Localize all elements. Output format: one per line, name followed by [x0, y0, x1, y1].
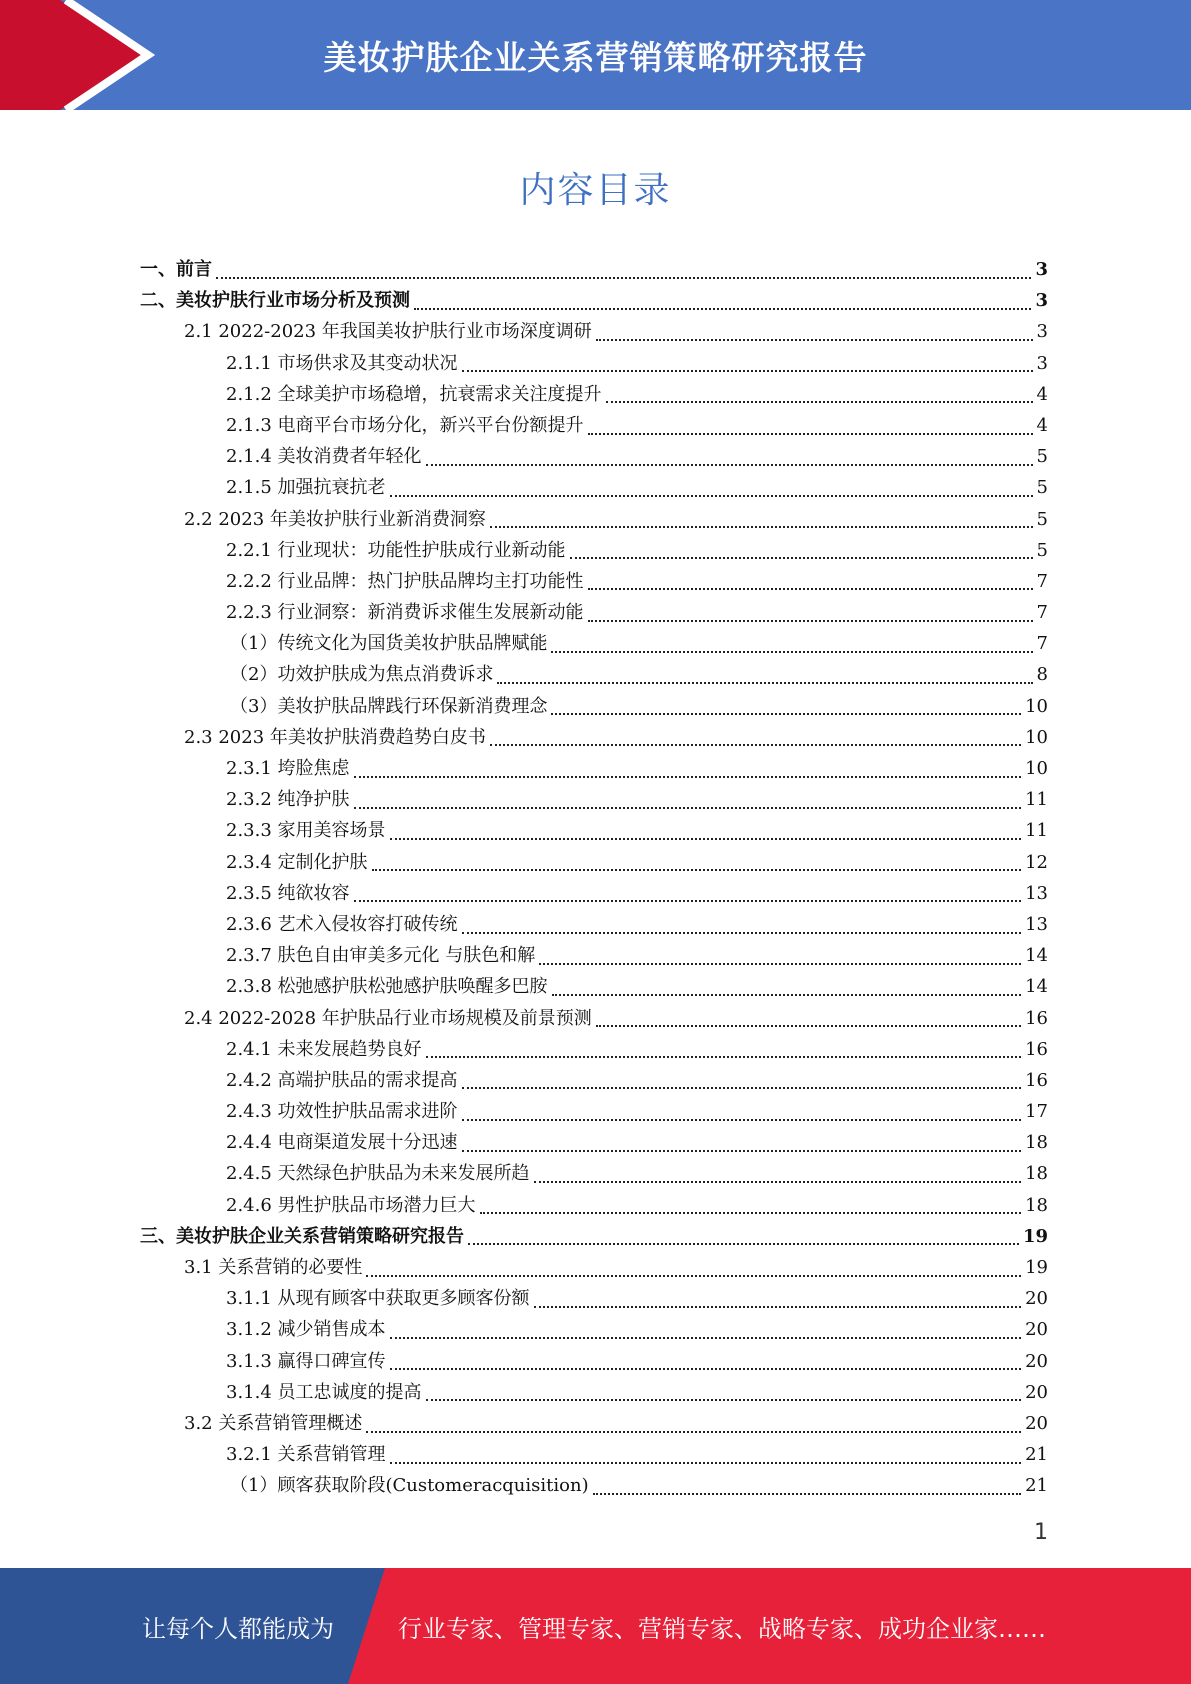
toc-entry[interactable] [140, 1003, 1048, 1034]
toc-dot-leader [390, 838, 1022, 840]
toc-entry[interactable] [140, 379, 1048, 410]
toc-dot-leader [534, 1306, 1022, 1308]
toc-entry-page: 20 [1025, 1319, 1048, 1341]
toc-entry[interactable] [140, 316, 1048, 347]
toc-entry-page: 3 [1036, 352, 1048, 374]
toc-entry[interactable] [140, 1190, 1048, 1221]
toc-title: 内容目录 [519, 170, 672, 211]
table-of-contents [140, 254, 1048, 1502]
toc-entry[interactable] [140, 1346, 1048, 1377]
toc-entry[interactable] [140, 940, 1048, 971]
toc-dot-leader [490, 526, 1033, 528]
toc-entry[interactable] [140, 1158, 1048, 1189]
toc-dot-leader [480, 1212, 1022, 1214]
toc-dot-leader [551, 651, 1032, 653]
toc-entry[interactable] [140, 566, 1048, 597]
toc-entry-label: 3.1.1 从现有顾客中获取更多顾客份额 [226, 1288, 530, 1310]
toc-entry-label: 2.3.3 家用美容场景 [226, 820, 386, 842]
toc-entry-page: 10 [1025, 758, 1048, 779]
toc-dot-leader [462, 370, 1033, 372]
toc-entry-page: 13 [1025, 882, 1048, 904]
toc-entry-page: 20 [1025, 1288, 1048, 1310]
toc-entry-label: 一、前言 [140, 259, 212, 280]
toc-entry-page: 14 [1025, 976, 1048, 998]
toc-dot-leader [497, 682, 1032, 684]
toc-entry-page: 11 [1025, 820, 1048, 842]
toc-entry[interactable] [140, 1470, 1048, 1501]
toc-entry[interactable] [140, 722, 1048, 753]
toc-entry[interactable] [140, 597, 1048, 628]
toc-dot-leader [462, 1087, 1022, 1089]
toc-entry-label: 2.4 2022-2028 年护肤品行业市场规模及前景预测 [184, 1007, 592, 1029]
toc-entry-page: 8 [1036, 664, 1048, 686]
toc-entry-label: 2.3.8 松弛感护肤松弛感护肤唤醒多巴胺 [226, 976, 548, 998]
toc-entry-page: 7 [1036, 633, 1048, 655]
toc-entry-page: 12 [1025, 851, 1048, 873]
toc-entry-label: 2.1.4 美妆消费者年轻化 [226, 446, 422, 468]
toc-entry-label: 2.4.4 电商渠道发展十分迅速 [226, 1132, 458, 1154]
toc-entry-label: （2）功效护肤成为焦点消费诉求 [230, 664, 494, 686]
toc-entry[interactable] [140, 1408, 1048, 1439]
toc-entry[interactable] [140, 1096, 1048, 1127]
toc-entry-label: 2.1.3 电商平台市场分化，新兴平台份额提升 [226, 414, 584, 436]
toc-entry-page: 18 [1025, 1163, 1048, 1185]
toc-dot-leader [390, 1368, 1022, 1370]
toc-dot-leader [366, 1275, 1021, 1277]
toc-entry[interactable] [140, 504, 1048, 535]
toc-dot-leader [468, 1243, 1019, 1245]
toc-entry-page: 18 [1025, 1194, 1048, 1216]
toc-entry-label: 2.3.7 肤色自由审美多元化 与肤色和解 [226, 945, 536, 967]
toc-dot-leader [390, 1462, 1022, 1464]
toc-entry-label: 2.3 2023 年美妆护肤消费趋势白皮书 [184, 726, 486, 748]
toc-entry-label: 3.2.1 关系营销管理 [226, 1444, 386, 1466]
toc-entry-label: 2.4.2 高端护肤品的需求提高 [226, 1069, 458, 1091]
toc-dot-leader [552, 994, 1022, 996]
toc-entry[interactable] [140, 348, 1048, 379]
toc-entry-label: 3.1.2 减少销售成本 [226, 1319, 386, 1341]
toc-entry[interactable] [140, 410, 1048, 441]
toc-entry[interactable] [140, 535, 1048, 566]
toc-entry-page: 19 [1025, 1257, 1048, 1278]
toc-entry[interactable] [140, 1221, 1048, 1252]
toc-entry-page: 5 [1036, 477, 1048, 499]
toc-entry-page: 16 [1025, 1038, 1048, 1060]
toc-entry-label: 2.4.5 天然绿色护肤品为未来发展所趋 [226, 1163, 530, 1185]
toc-entry-label: 2.3.1 垮脸焦虑 [226, 758, 350, 779]
toc-entry-label: （3）美妆护肤品牌践行环保新消费理念 [230, 695, 548, 717]
toc-dot-leader [426, 1056, 1022, 1058]
toc-entry-label: 2.4.6 男性护肤品市场潜力巨大 [226, 1194, 476, 1216]
toc-entry[interactable] [140, 628, 1048, 659]
toc-entry-label: 2.2 2023 年美妆护肤行业新消费洞察 [184, 508, 486, 530]
toc-entry-label: 2.1.5 加强抗衰抗老 [226, 477, 386, 499]
toc-entry-page: 16 [1025, 1007, 1048, 1029]
toc-entry-label: 2.1.2 全球美护市场稳增，抗衰需求关注度提升 [226, 383, 602, 405]
toc-entry-label: 3.1.4 员工忠诚度的提高 [226, 1381, 422, 1403]
toc-dot-leader [588, 588, 1033, 590]
toc-entry[interactable] [140, 1314, 1048, 1345]
toc-dot-leader [216, 277, 1031, 279]
toc-entry[interactable] [140, 1127, 1048, 1158]
toc-entry[interactable] [140, 971, 1048, 1002]
toc-dot-leader [372, 869, 1022, 871]
toc-entry[interactable] [140, 815, 1048, 846]
toc-dot-leader [534, 1181, 1022, 1183]
toc-entry-label: 3.1 关系营销的必要性 [184, 1257, 363, 1278]
toc-entry-label: 2.3.5 纯欲妆容 [226, 882, 350, 904]
toc-entry-page: 13 [1025, 913, 1048, 935]
toc-entry[interactable] [140, 909, 1048, 940]
toc-dot-leader [354, 900, 1022, 902]
toc-dot-leader [596, 1025, 1021, 1027]
footer-slogan-right: 行业专家、管理专家、营销专家、战略专家、成功企业家…… [398, 1614, 1046, 1643]
toc-entry[interactable] [140, 285, 1048, 316]
toc-entry-page: 20 [1025, 1381, 1048, 1403]
toc-entry-page: 16 [1025, 1069, 1048, 1091]
toc-entry-page: 3 [1035, 259, 1048, 280]
toc-entry-label: 三、美妆护肤企业关系营销策略研究报告 [140, 1225, 464, 1247]
toc-entry-label: 3.2 关系营销管理概述 [184, 1412, 363, 1434]
toc-dot-leader [426, 464, 1033, 466]
toc-dot-leader [462, 932, 1022, 934]
toc-entry-label: （1）顾客获取阶段(Customeracquisition) [230, 1475, 589, 1497]
toc-entry[interactable] [140, 1034, 1048, 1065]
toc-entry-label: 2.2.2 行业品牌：热门护肤品牌均主打功能性 [226, 570, 584, 592]
toc-entry-page: 5 [1036, 539, 1048, 561]
toc-entry-page: 5 [1036, 508, 1048, 530]
toc-dot-leader [462, 1119, 1022, 1121]
toc-dot-leader [588, 433, 1033, 435]
toc-entry[interactable] [140, 441, 1048, 472]
toc-dot-leader [462, 1150, 1022, 1152]
toc-entry-page: 14 [1025, 945, 1048, 967]
toc-entry-label: （1）传统文化为国货美妆护肤品牌赋能 [230, 633, 548, 655]
toc-entry[interactable] [140, 1065, 1048, 1096]
toc-entry-page: 10 [1025, 695, 1048, 717]
toc-entry-page: 5 [1036, 446, 1048, 468]
toc-dot-leader [539, 963, 1021, 965]
toc-entry-page: 4 [1036, 383, 1048, 405]
toc-entry[interactable] [140, 659, 1048, 690]
toc-entry[interactable] [140, 1252, 1048, 1283]
toc-entry-label: 2.3.2 纯净护肤 [226, 789, 350, 811]
toc-dot-leader [390, 495, 1033, 497]
toc-dot-leader [366, 1431, 1021, 1433]
page-header [0, 0, 1191, 110]
toc-dot-leader [490, 744, 1021, 746]
toc-entry-label: 二、美妆护肤行业市场分析及预测 [140, 290, 410, 312]
toc-entry-label: 2.2.3 行业洞察：新消费诉求催生发展新动能 [226, 602, 584, 624]
toc-entry-page: 4 [1036, 414, 1048, 436]
toc-entry-page: 10 [1025, 726, 1048, 748]
toc-entry-label: 3.1.3 赢得口碑宣传 [226, 1350, 386, 1372]
toc-dot-leader [606, 401, 1033, 403]
toc-entry[interactable] [140, 691, 1048, 722]
page-number: 1 [1034, 1520, 1048, 1545]
toc-dot-leader [570, 557, 1033, 559]
toc-entry-label: 2.1 2022-2023 年我国美妆护肤行业市场深度调研 [184, 321, 592, 343]
toc-entry[interactable] [140, 254, 1048, 285]
toc-entry[interactable] [140, 1283, 1048, 1314]
toc-entry-page: 21 [1025, 1475, 1048, 1497]
toc-entry-page: 3 [1036, 321, 1048, 343]
toc-entry[interactable] [140, 1377, 1048, 1408]
toc-entry[interactable] [140, 753, 1048, 784]
toc-entry-label: 2.3.6 艺术入侵妆容打破传统 [226, 913, 458, 935]
toc-dot-leader [588, 620, 1033, 622]
page-footer [0, 1568, 1191, 1684]
toc-entry-page: 20 [1025, 1350, 1048, 1372]
toc-entry-page: 17 [1025, 1101, 1048, 1123]
toc-dot-leader [354, 807, 1022, 809]
toc-dot-leader [354, 776, 1022, 778]
header-title: 美妆护肤企业关系营销策略研究报告 [323, 37, 868, 77]
toc-entry-label: 2.2.1 行业现状：功能性护肤成行业新动能 [226, 539, 566, 561]
toc-entry-label: 2.4.3 功效性护肤品需求进阶 [226, 1101, 458, 1123]
toc-entry[interactable] [140, 1439, 1048, 1470]
toc-entry-page: 3 [1035, 290, 1048, 312]
toc-dot-leader [414, 308, 1031, 310]
toc-entry-page: 20 [1025, 1412, 1048, 1434]
toc-entry-page: 11 [1025, 789, 1048, 811]
toc-entry[interactable] [140, 878, 1048, 909]
toc-entry-page: 21 [1025, 1444, 1048, 1466]
toc-entry[interactable] [140, 847, 1048, 878]
toc-entry[interactable] [140, 784, 1048, 815]
toc-dot-leader [596, 339, 1033, 341]
toc-entry-page: 7 [1036, 570, 1048, 592]
toc-dot-leader [593, 1493, 1022, 1495]
toc-entry-label: 2.4.1 未来发展趋势良好 [226, 1038, 422, 1060]
toc-entry-label: 2.3.4 定制化护肤 [226, 851, 368, 873]
toc-entry-page: 7 [1036, 602, 1048, 624]
toc-entry-page: 19 [1022, 1225, 1048, 1247]
toc-entry-label: 2.1.1 市场供求及其变动状况 [226, 352, 458, 374]
footer-slogan-left: 让每个人都能成为 [142, 1614, 334, 1643]
toc-entry-page: 18 [1025, 1132, 1048, 1154]
toc-dot-leader [390, 1337, 1022, 1339]
toc-dot-leader [426, 1399, 1022, 1401]
toc-entry[interactable] [140, 472, 1048, 503]
toc-dot-leader [551, 713, 1021, 715]
